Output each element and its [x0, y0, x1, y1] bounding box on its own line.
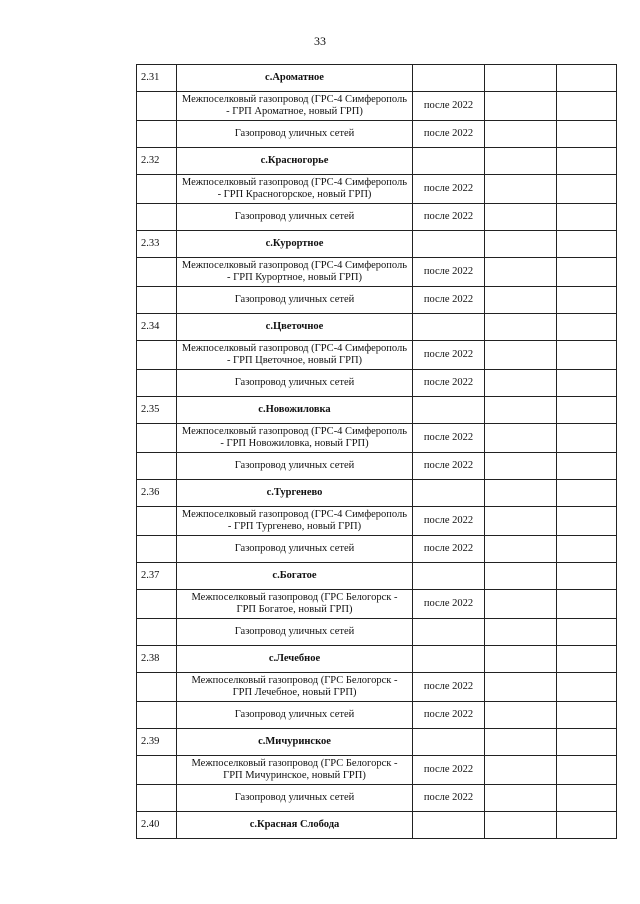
pipeline-row [137, 92, 617, 121]
empty-cell [557, 729, 617, 756]
empty-cell [557, 563, 617, 590]
village-name: с.Мичуринское [177, 729, 413, 756]
empty-cell [485, 507, 557, 536]
empty-cell [413, 729, 485, 756]
empty-cell [137, 424, 177, 453]
pipeline-name: Межпоселковый газопровод (ГРС Белогорск - ГРП Мичуринское, новый ГРП) [177, 756, 413, 785]
village-row [137, 563, 617, 590]
pipeline-row [137, 287, 617, 314]
empty-cell [413, 812, 485, 839]
empty-cell [485, 287, 557, 314]
pipeline-row [137, 204, 617, 231]
village-name: с.Лечебное [177, 646, 413, 673]
village-name: с.Ароматное [177, 65, 413, 92]
empty-cell [557, 314, 617, 341]
empty-cell [485, 536, 557, 563]
empty-cell [137, 287, 177, 314]
empty-cell [485, 785, 557, 812]
empty-cell [485, 480, 557, 507]
pipeline-row [137, 370, 617, 397]
pipeline-row [137, 785, 617, 812]
empty-cell [557, 92, 617, 121]
village-name: с.Курортное [177, 231, 413, 258]
empty-cell [557, 453, 617, 480]
empty-cell [485, 702, 557, 729]
item-number: 2.36 [137, 480, 177, 507]
empty-cell [557, 397, 617, 424]
village-row [137, 729, 617, 756]
empty-cell [557, 785, 617, 812]
pipeline-name: Газопровод уличных сетей [177, 453, 413, 480]
empty-cell [557, 204, 617, 231]
empty-cell [413, 563, 485, 590]
pipeline-name: Межпоселковый газопровод (ГРС Белогорск - ГРП Богатое, новый ГРП) [177, 590, 413, 619]
empty-cell [137, 590, 177, 619]
construction-period: после 2022 [413, 590, 485, 619]
empty-cell [485, 729, 557, 756]
pipeline-name: Межпоселковый газопровод (ГРС-4 Симферополь - ГРП Цветочное, новый ГРП) [177, 341, 413, 370]
village-row [137, 480, 617, 507]
construction-period: после 2022 [413, 785, 485, 812]
construction-period: после 2022 [413, 92, 485, 121]
village-name: с.Цветочное [177, 314, 413, 341]
empty-cell [137, 92, 177, 121]
empty-cell [485, 646, 557, 673]
village-name: с.Красногорье [177, 148, 413, 175]
pipeline-name: Газопровод уличных сетей [177, 370, 413, 397]
empty-cell [413, 231, 485, 258]
village-row [137, 812, 617, 839]
empty-cell [137, 258, 177, 287]
item-number: 2.31 [137, 65, 177, 92]
construction-period: после 2022 [413, 175, 485, 204]
construction-period: после 2022 [413, 121, 485, 148]
empty-cell [413, 65, 485, 92]
pipeline-name: Межпоселковый газопровод (ГРС Белогорск - ГРП Лечебное, новый ГРП) [177, 673, 413, 702]
pipeline-row [137, 341, 617, 370]
village-row [137, 231, 617, 258]
empty-cell [485, 121, 557, 148]
empty-cell [485, 175, 557, 204]
pipeline-name: Газопровод уличных сетей [177, 287, 413, 314]
pipeline-row [137, 756, 617, 785]
pipeline-row [137, 424, 617, 453]
village-row [137, 646, 617, 673]
empty-cell [557, 258, 617, 287]
empty-cell [137, 756, 177, 785]
empty-cell [485, 563, 557, 590]
pipeline-row [137, 507, 617, 536]
construction-period: после 2022 [413, 287, 485, 314]
pipeline-name: Газопровод уличных сетей [177, 702, 413, 729]
village-name: с.Богатое [177, 563, 413, 590]
empty-cell [557, 756, 617, 785]
empty-cell [557, 673, 617, 702]
table-body [137, 65, 617, 839]
empty-cell [137, 785, 177, 812]
empty-cell [485, 341, 557, 370]
empty-cell [485, 397, 557, 424]
construction-period: после 2022 [413, 702, 485, 729]
pipeline-name: Газопровод уличных сетей [177, 536, 413, 563]
pipeline-row [137, 453, 617, 480]
empty-cell [557, 231, 617, 258]
empty-cell [557, 148, 617, 175]
pipeline-name: Межпоселковый газопровод (ГРС-4 Симферополь - ГРП Новожиловка, новый ГРП) [177, 424, 413, 453]
empty-cell [557, 619, 617, 646]
empty-cell [557, 287, 617, 314]
empty-cell [413, 646, 485, 673]
pipeline-name: Межпоселковый газопровод (ГРС-4 Симферополь - ГРП Ароматное, новый ГРП) [177, 92, 413, 121]
empty-cell [557, 507, 617, 536]
village-row [137, 148, 617, 175]
empty-cell [557, 424, 617, 453]
item-number: 2.33 [137, 231, 177, 258]
construction-period: после 2022 [413, 424, 485, 453]
empty-cell [485, 424, 557, 453]
empty-cell [485, 756, 557, 785]
village-row [137, 314, 617, 341]
empty-cell [137, 536, 177, 563]
pipeline-row [137, 175, 617, 204]
empty-cell [485, 619, 557, 646]
empty-cell [557, 590, 617, 619]
empty-cell [485, 673, 557, 702]
construction-period: после 2022 [413, 453, 485, 480]
pipeline-name: Межпоселковый газопровод (ГРС-4 Симферополь - ГРП Тургенево, новый ГРП) [177, 507, 413, 536]
village-row [137, 397, 617, 424]
empty-cell [137, 702, 177, 729]
empty-cell [485, 231, 557, 258]
empty-cell [557, 341, 617, 370]
item-number: 2.32 [137, 148, 177, 175]
village-name: с.Тургенево [177, 480, 413, 507]
item-number: 2.37 [137, 563, 177, 590]
construction-period: после 2022 [413, 204, 485, 231]
pipeline-name: Межпоселковый газопровод (ГРС-4 Симферополь - ГРП Курортное, новый ГРП) [177, 258, 413, 287]
construction-period: после 2022 [413, 341, 485, 370]
gasification-schedule-table [136, 64, 617, 839]
empty-cell [485, 148, 557, 175]
empty-cell [485, 812, 557, 839]
construction-period: после 2022 [413, 536, 485, 563]
construction-period [413, 619, 485, 646]
village-name: с.Новожиловка [177, 397, 413, 424]
empty-cell [557, 370, 617, 397]
pipeline-row [137, 121, 617, 148]
construction-period: после 2022 [413, 673, 485, 702]
empty-cell [137, 370, 177, 397]
empty-cell [557, 702, 617, 729]
empty-cell [557, 646, 617, 673]
empty-cell [485, 590, 557, 619]
construction-period: после 2022 [413, 370, 485, 397]
empty-cell [413, 397, 485, 424]
empty-cell [557, 65, 617, 92]
construction-period: после 2022 [413, 507, 485, 536]
pipeline-name: Газопровод уличных сетей [177, 121, 413, 148]
pipeline-row [137, 590, 617, 619]
page-number: 33 [314, 34, 326, 48]
empty-cell [485, 92, 557, 121]
empty-cell [557, 175, 617, 204]
pipeline-name: Межпоселковый газопровод (ГРС-4 Симферополь - ГРП Красногорское, новый ГРП) [177, 175, 413, 204]
item-number: 2.34 [137, 314, 177, 341]
pipeline-row [137, 673, 617, 702]
empty-cell [137, 453, 177, 480]
pipeline-name: Газопровод уличных сетей [177, 204, 413, 231]
empty-cell [485, 370, 557, 397]
empty-cell [413, 480, 485, 507]
item-number: 2.39 [137, 729, 177, 756]
construction-period: после 2022 [413, 756, 485, 785]
pipeline-row [137, 536, 617, 563]
item-number: 2.35 [137, 397, 177, 424]
pipeline-name: Газопровод уличных сетей [177, 785, 413, 812]
empty-cell [485, 65, 557, 92]
village-name: с.Красная Слобода [177, 812, 413, 839]
empty-cell [137, 619, 177, 646]
empty-cell [485, 453, 557, 480]
empty-cell [485, 314, 557, 341]
empty-cell [137, 204, 177, 231]
empty-cell [137, 673, 177, 702]
pipeline-row [137, 258, 617, 287]
item-number: 2.40 [137, 812, 177, 839]
village-row [137, 65, 617, 92]
empty-cell [413, 314, 485, 341]
pipeline-row [137, 702, 617, 729]
empty-cell [137, 507, 177, 536]
pipeline-name: Газопровод уличных сетей [177, 619, 413, 646]
empty-cell [137, 341, 177, 370]
empty-cell [557, 536, 617, 563]
construction-period: после 2022 [413, 258, 485, 287]
empty-cell [485, 258, 557, 287]
empty-cell [137, 175, 177, 204]
empty-cell [137, 121, 177, 148]
empty-cell [557, 121, 617, 148]
item-number: 2.38 [137, 646, 177, 673]
empty-cell [557, 480, 617, 507]
empty-cell [485, 204, 557, 231]
empty-cell [557, 812, 617, 839]
empty-cell [413, 148, 485, 175]
pipeline-row [137, 619, 617, 646]
